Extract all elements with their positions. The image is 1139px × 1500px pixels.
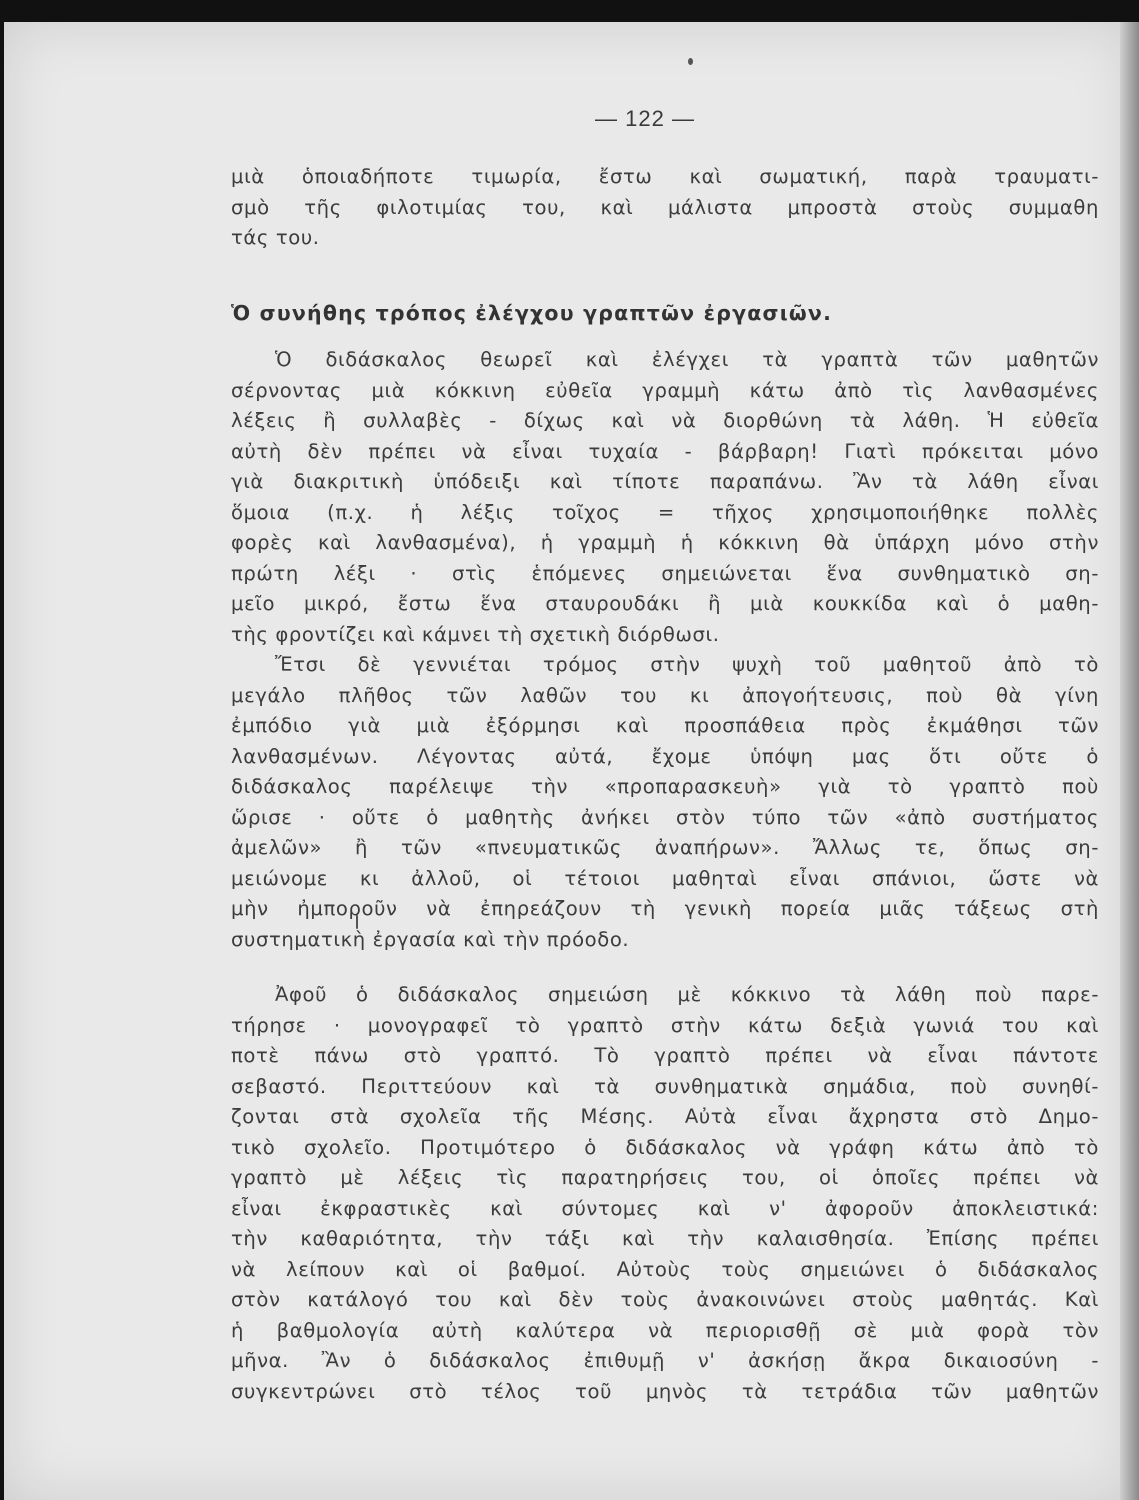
text-line: πρώτη λέξι · στὶς ἑπόμενες σημειώνεται ἕνα συνθηματικὸ ση- bbox=[231, 561, 1099, 585]
text-line: Ἀφοῦ ὁ διδάσκαλος σημειώση μὲ κόκκινο τὰ λάθη ποὺ παρε- bbox=[275, 983, 1099, 1006]
paragraph-initials bbox=[231, 980, 1099, 1407]
text-line: τήρησε · μονογραφεῖ τὸ γραπτὸ στὴν κάτω δεξιὰ γωνιά του καὶ bbox=[231, 1013, 1099, 1037]
paragraph-gap bbox=[231, 955, 1099, 980]
text-line: νὰ λείπουν καὶ οἱ βαθμοί. Αὐτοὺς τοὺς σημειώνει ὁ διδάσκαλος bbox=[231, 1257, 1099, 1281]
text-line: μῆνα. Ἂν ὁ διδάσκαλος ἐπιθυμῇ ν' ἀσκήσῃ ἄκρα δικαιοσύνη - bbox=[231, 1349, 1099, 1372]
text-line: ποτὲ πάνω στὸ γραπτό. Τὸ γραπτὸ πρέπει νὰ εἶναι πάντοτε bbox=[231, 1044, 1099, 1067]
text-line: τὴς φροντίζει καὶ κάμνει τὴ σχετικὴ διόρθωσι. bbox=[231, 622, 720, 646]
text-line: σμὸ τῆς φιλοτιμίας του, καὶ μάλιστα μπροστὰ στοὺς συμμαθη bbox=[231, 195, 1099, 219]
text-line: συγκεντρώνει στὸ τέλος τοῦ μηνὸς τὰ τετράδια τῶν μαθητῶν bbox=[231, 1379, 1099, 1403]
text-line: μιὰ ὁποιαδήποτε τιμωρία, ἔστω καὶ σωματική, παρὰ τραυματι- bbox=[231, 165, 1099, 188]
text-line: μεῖο μικρό, ἔστω ἕνα σταυρουδάκι ἢ μιὰ κουκκίδα καὶ ὁ μαθη- bbox=[231, 592, 1099, 615]
text-line: μειώνομε κι ἀλλοῦ, οἱ τέτοιοι μαθηταὶ εἶναι σπάνιοι, ὥστε νὰ bbox=[231, 866, 1099, 890]
text-line: ὥρισε · οὔτε ὁ μαθητὴς ἀνήκει στὸν τύπο τῶν «ἀπὸ συστήματος bbox=[231, 805, 1099, 829]
body-text bbox=[231, 162, 1099, 1407]
paragraph-intro bbox=[231, 162, 1099, 254]
text-line: σέρνοντας μιὰ κόκκινη εὐθεῖα γραμμὴ κάτω ἀπὸ τὶς λανθασμένες bbox=[231, 378, 1099, 402]
ink-speck bbox=[688, 58, 693, 65]
text-line: συστηματικὴ ἐργασία καὶ τὴν πρόοδο. bbox=[231, 927, 630, 951]
text-line: στὸν κατάλογό του καὶ δὲν τοὺς ἀνακοινώνει στοὺς μαθητάς. Καὶ bbox=[231, 1288, 1099, 1311]
page-edge-shadow bbox=[1120, 22, 1139, 1500]
text-line: φορὲς καὶ λανθασμένα), ἡ γραμμὴ ἡ κόκκινη θὰ ὑπάρχη μόνο στὴν bbox=[231, 531, 1099, 554]
text-line: εἶναι ἐκφραστικὲς καὶ σύντομες καὶ ν' ἀφοροῦν ἀποκλειστικά: bbox=[231, 1196, 1099, 1220]
section-heading: Ὁ συνήθης τρόπος ἐλέγχου γραπτῶν ἐργασιῶν. bbox=[231, 300, 833, 325]
text-line: ἐμπόδιο γιὰ μιὰ ἐξόρμησι καὶ προσπάθεια πρὸς ἐκμάθησι τῶν bbox=[231, 714, 1099, 737]
text-line: λανθασμένων. Λέγοντας αὐτά, ἔχομε ὑπόψη μας ὅτι οὔτε ὁ bbox=[231, 744, 1099, 768]
text-line: Ὁ διδάσκαλος θεωρεῖ καὶ ἐλέγχει τὰ γραπτὰ τῶν μαθητῶν bbox=[275, 348, 1099, 371]
page-number: — 122 — bbox=[595, 106, 695, 131]
text-line: μὴν ἠμποροῦν νὰ ἐπηρεάζουν τὴ γενικὴ πορεία μιᾶς τάξεως στὴ bbox=[231, 897, 1099, 920]
text-line: Ἔτσι δὲ γεννιέται τρόμος στὴν ψυχὴ τοῦ μαθητοῦ ἀπὸ τὸ bbox=[275, 653, 1099, 676]
text-line: λέξεις ἢ συλλαβὲς - δίχως καὶ νὰ διορθώνη τὰ λάθη. Ἡ εὐθεῖα bbox=[231, 409, 1099, 432]
text-line: τικὸ σχολεῖο. Προτιμότερο ὁ διδάσκαλος νὰ γράφη κάτω ἀπὸ τὸ bbox=[231, 1135, 1099, 1159]
text-line: γιὰ διακριτικὴ ὑπόδειξι καὶ τίποτε παραπάνω. Ἂν τὰ λάθη εἶναι bbox=[231, 470, 1099, 493]
text-line: ὅμοια (π.χ. ἡ λέξις τοῖχος = τῆχος χρησιμοποιήθηκε πολλὲς bbox=[231, 500, 1099, 524]
text-line: διδάσκαλος παρέλειψε τὴν «προπαρασκευὴ» γιὰ τὸ γραπτὸ ποὺ bbox=[231, 775, 1099, 798]
text-line: γραπτὸ μὲ λέξεις τὶς παρατηρήσεις του, οἱ ὁποῖες πρέπει νὰ bbox=[231, 1166, 1099, 1189]
text-line: μεγάλο πλῆθος τῶν λαθῶν του κι ἀπογοήτευσις, ποὺ θὰ γίνη bbox=[231, 683, 1099, 707]
text-line: ἀμελῶν» ἢ τῶν «πνευματικῶς ἀναπήρων». Ἄλλως τε, ὅπως ση- bbox=[231, 836, 1099, 859]
text-line: ζονται στὰ σχολεῖα τῆς Μέσης. Αὐτὰ εἶναι ἄχρηστα στὸ Δημο- bbox=[231, 1105, 1099, 1128]
text-line: ἡ βαθμολογία αὐτὴ καλύτερα νὰ περιορισθῇ σὲ μιὰ φορὰ τὸν bbox=[231, 1318, 1099, 1342]
paragraph-checking bbox=[231, 345, 1099, 955]
text-line: τὴν καθαριότητα, τὴν τάξι καὶ τὴν καλαισθησία. Ἐπίσης πρέπει bbox=[231, 1227, 1099, 1250]
text-line: τάς του. bbox=[231, 226, 320, 249]
text-line: σεβαστό. Περιττεύουν καὶ τὰ συνθηματικὰ σημάδια, ποὺ συνηθί- bbox=[231, 1074, 1099, 1098]
text-line: αὐτὴ δὲν πρέπει νὰ εἶναι τυχαία - βάρβαρη! Γιατὶ πρόκειται μόνο bbox=[231, 439, 1099, 463]
